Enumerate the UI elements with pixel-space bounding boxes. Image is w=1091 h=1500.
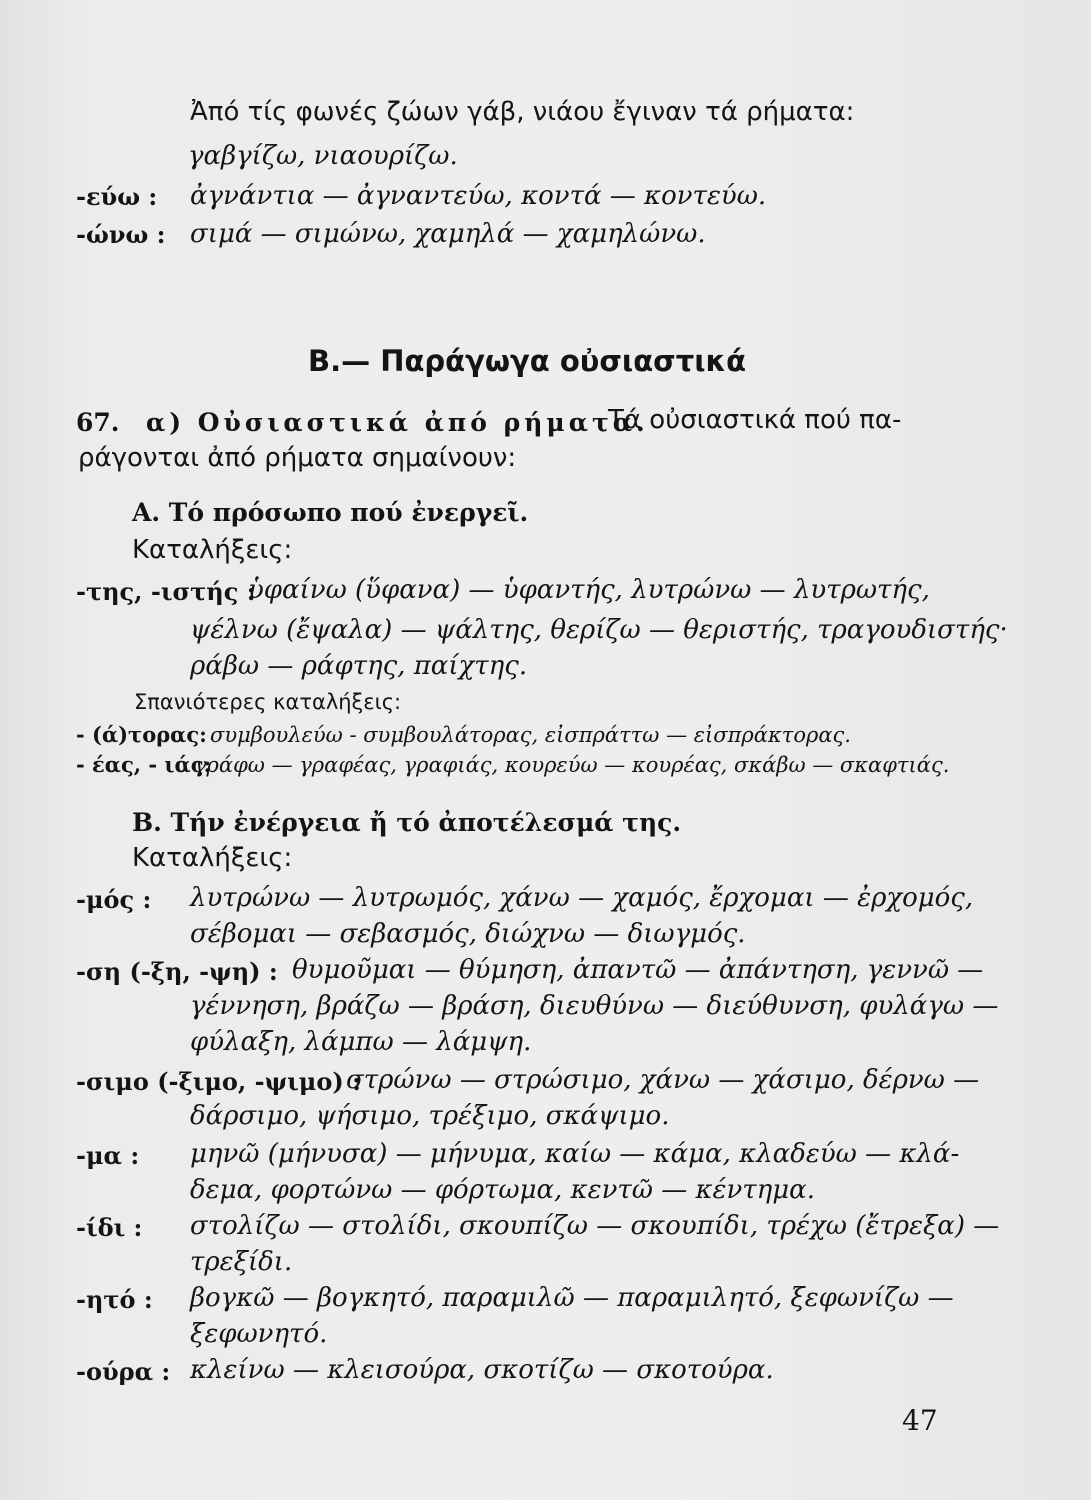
suffix-ma: -μα :	[76, 1141, 140, 1170]
entry-ono: σιμά — σιμώνω, χαμηλά — χαμηλώνω.	[190, 219, 706, 249]
subsection-b-title: Β. Τήν ἐνέργεια ἤ τό ἀποτέλεσμά της.	[132, 808, 682, 837]
rarer-endings-label: Σπανιότερες καταλήξεις:	[134, 690, 402, 714]
suffix-oura: -ούρα :	[76, 1357, 171, 1386]
suffix-eas: - έας, - ιάς:	[76, 752, 212, 777]
paragraph-text-2: ράγονται ἀπό ρήματα σημαίνουν:	[78, 443, 517, 473]
suffix-mos: -μός :	[76, 885, 152, 914]
entry-idi-2: τρεξίδι.	[190, 1247, 293, 1277]
entry-tis-3: ράβω — ράφτης, παίχτης.	[190, 651, 528, 681]
entry-oura-1: κλείνω — κλεισούρα, σκοτίζω — σκοτούρα.	[190, 1355, 774, 1385]
entry-simo-1: στρώνω — στρώσιμο, χάνω — χάσιμο, δέρνω —	[346, 1065, 980, 1095]
paragraph-text-1: Τά οὐσιαστικά πού πα-	[608, 405, 902, 435]
page-number: 47	[902, 1404, 938, 1437]
paragraph-number: 67.	[76, 408, 120, 437]
entry-tis-1: ὑφαίνω (ὕφανα) — ὑφαντής, λυτρώνω — λυτρωτής,	[248, 575, 930, 605]
endings-label-a: Καταλήξεις:	[132, 535, 293, 565]
suffix-idi: -ίδι :	[76, 1213, 143, 1242]
entry-ito-2: ξεφωνητό.	[190, 1319, 328, 1349]
entry-si-2: γέννηση, βράζω — βράση, διευθύνω — διεύθυνση, φυλάγω —	[190, 991, 999, 1021]
entry-atoras: συμβουλεύω - συμβουλάτορας, εἰσπράττω — εἰσπράκτορας.	[210, 723, 851, 747]
entry-ma-2: δεμα, φορτώνω — φόρτωμα, κεντῶ — κέντημα.	[190, 1175, 815, 1205]
entry-idi-1: στολίζω — στολίδι, σκουπίζω — σκουπίδι, τρέχω (ἔτρεξα) —	[190, 1211, 1000, 1241]
suffix-ito: -ητό :	[76, 1285, 153, 1314]
suffix-si: -ση (-ξη, -ψη) :	[76, 957, 278, 986]
entry-tis-2: ψέλνω (ἔψαλα) — ψάλτης, θερίζω — θεριστής, τραγουδιστής·	[190, 615, 1008, 645]
entry-eas: γράφω — γραφέας, γραφιάς, κουρεύω — κουρέας, σκάβω — σκαφτιάς.	[194, 753, 950, 777]
intro-line-2: γαβγίζω, νιαουρίζω.	[188, 141, 458, 171]
entry-mos-1: λυτρώνω — λυτρωμός, χάνω — χαμός, ἔρχομαι — ἐρχομός,	[190, 883, 974, 913]
entry-simo-2: δάρσιμο, ψήσιμο, τρέξιμο, σκάψιμο.	[190, 1101, 670, 1131]
suffix-atoras: - (ά)τορας:	[76, 722, 207, 747]
entry-ito-1: βογκῶ — βογκητό, παραμιλῶ — παραμιλητό, ξεφωνίζω —	[190, 1283, 954, 1313]
subsection-a-title: Α. Τό πρόσωπο πού ἐνεργεῖ.	[132, 498, 529, 527]
section-title: Β.— Παράγωγα οὐσιαστικά	[308, 344, 747, 378]
endings-label-b: Καταλήξεις:	[132, 843, 293, 873]
entry-ma-1: μηνῶ (μήνυσα) — μήνυμα, καίω — κάμα, κλαδεύω — κλά-	[190, 1139, 960, 1169]
suffix-ono: -ώνω :	[76, 220, 166, 249]
intro-line-1: Ἀπό τίς φωνές ζώων γάβ, νιάου ἔγιναν τά ρήματα:	[190, 97, 855, 127]
suffix-simo: -σιμο (-ξιμο, -ψιμο) :	[76, 1067, 361, 1096]
entry-si-1: θυμοῦμαι — θύμηση, ἀπαντῶ — ἀπάντηση, γεννῶ —	[292, 955, 984, 985]
paragraph-title: α) Οὐσιαστικά ἀπό ρήματα.	[146, 408, 649, 437]
suffix-eyo: -εύω :	[76, 182, 158, 211]
entry-eyo: ἀγνάντια — ἀγναντεύω, κοντά — κοντεύω.	[190, 181, 767, 211]
suffix-tis: -της, -ιστής :	[76, 577, 256, 606]
entry-mos-2: σέβομαι — σεβασμός, διώχνω — διωγμός.	[190, 919, 746, 949]
entry-si-3: φύλαξη, λάμπω — λάμψη.	[190, 1027, 532, 1057]
